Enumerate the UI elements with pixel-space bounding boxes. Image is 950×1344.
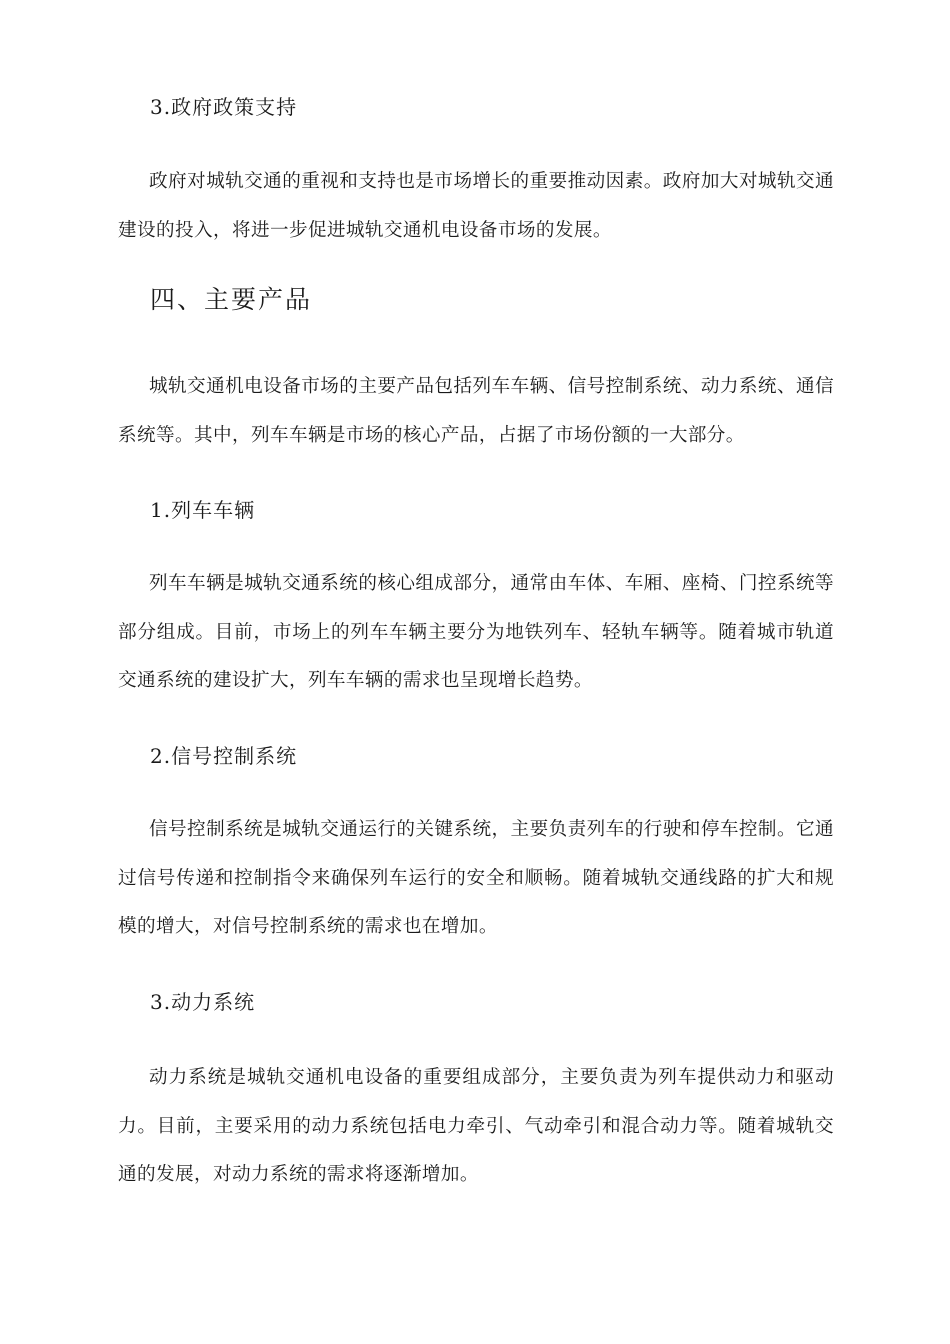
main-heading-products: 四、主要产品 xyxy=(150,285,313,314)
section-heading-signal-control: 2.信号控制系统 xyxy=(150,744,298,768)
section-heading-train-vehicles: 1.列车车辆 xyxy=(150,498,256,522)
paragraph-signal-control: 信号控制系统是城轨交通运行的关键系统，主要负责列车的行驶和停车控制。它通过信号传递和控制指令来确保列车运行的安全和顺畅。随着城轨交通线路的扩大和规模的增大，对信号控制系统的需求也在增加。 xyxy=(118,819,834,937)
paragraph-power-system: 动力系统是城轨交通机电设备的重要组成部分，主要负责为列车提供动力和驱动力。目前，主要采用的动力系统包括电力牵引、气动牵引和混合动力等。随着城轨交通的发展，对动力系统的需求将逐渐增加。 xyxy=(118,1067,834,1185)
section-heading-policy-support: 3.政府政策支持 xyxy=(150,95,298,119)
paragraph-products-overview: 城轨交通机电设备市场的主要产品包括列车车辆、信号控制系统、动力系统、通信系统等。其中，列车车辆是市场的核心产品，占据了市场份额的一大部分。 xyxy=(118,376,834,446)
paragraph-train-vehicles: 列车车辆是城轨交通系统的核心组成部分，通常由车体、车厢、座椅、门控系统等部分组成。目前，市场上的列车车辆主要分为地铁列车、轻轨车辆等。随着城市轨道交通系统的建设扩大，列车车辆的需求也呈现增长趋势。 xyxy=(118,573,834,691)
section-heading-power-system: 3.动力系统 xyxy=(150,990,256,1014)
paragraph-policy-support: 政府对城轨交通的重视和支持也是市场增长的重要推动因素。政府加大对城轨交通建设的投入，将进一步促进城轨交通机电设备市场的发展。 xyxy=(118,171,834,241)
